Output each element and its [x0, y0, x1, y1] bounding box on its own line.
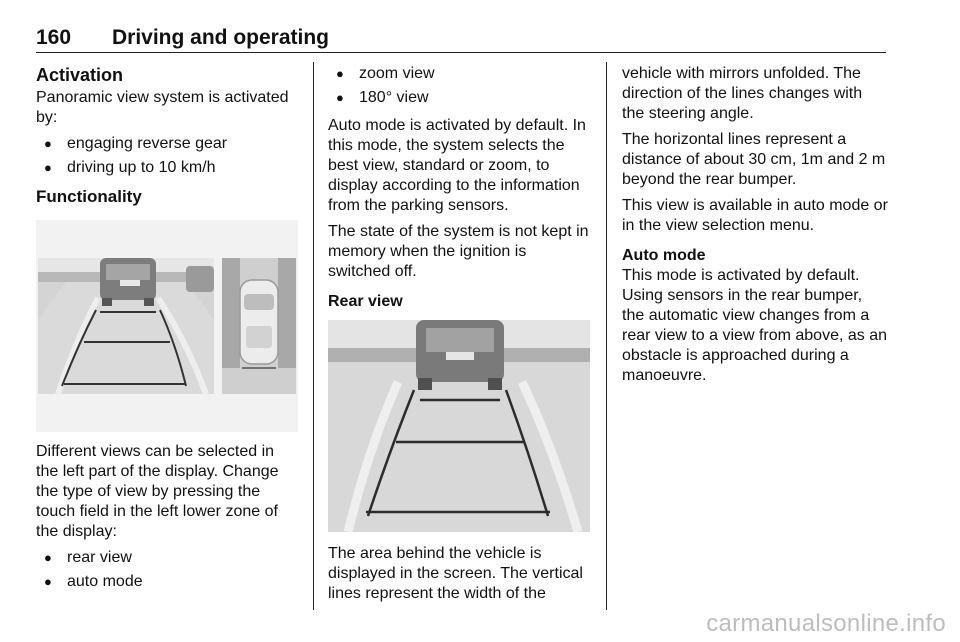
view-list — [36, 548, 300, 592]
activation-intro: Panoramic view system is activated by: — [36, 89, 289, 126]
memory-paragraph: The state of the system is not kept in memory when the ignition is switched off. — [328, 223, 589, 280]
list-item: ● zoom view — [328, 64, 592, 84]
auto-mode-description: This mode is activated by default. Using sensors in the rear bumper, the automatic view changes from a rear view to a view from above, as an obstacle is approached during a manoeuvre. — [622, 267, 888, 384]
page-header — [36, 26, 886, 53]
column-3 — [622, 64, 888, 392]
column-1 — [36, 64, 300, 600]
list-item: ● rear view — [36, 548, 300, 568]
section-heading-rear-view: Rear view — [328, 293, 403, 310]
watermark: carmanualsonline.info — [706, 610, 946, 637]
list-item: ● 180° view — [328, 88, 592, 108]
activation-list — [36, 134, 300, 178]
page-number: 160 — [36, 26, 72, 49]
rear-view-illustration — [328, 320, 590, 532]
list-item: ● driving up to 10 km/h — [36, 158, 300, 178]
section-heading-auto-mode: Auto mode — [622, 247, 706, 264]
rear-view-paragraph: The area behind the vehicle is displayed in the screen. The vertical lines represent the width of the — [328, 545, 583, 602]
views-paragraph: Different views can be selected in the left part of the display. Change the type of view by pressing the touch field in the left lower zone of the display: — [36, 443, 279, 540]
list-item: ● auto mode — [36, 572, 300, 592]
column-2 — [328, 64, 592, 610]
view-list-continued — [328, 64, 592, 108]
section-heading-activation: Activation — [36, 65, 124, 85]
availability-paragraph: This view is available in auto mode or in the view selection menu. — [622, 197, 888, 234]
section-heading-functionality: Functionality — [36, 187, 142, 206]
horizontal-lines-paragraph: The horizontal lines represent a distance of about 30 cm, 1m and 2 m beyond the rear bumper. — [622, 131, 886, 188]
column-divider — [313, 62, 314, 610]
mirrors-paragraph: vehicle with mirrors unfolded. The direction of the lines changes with the steering angle. — [622, 65, 863, 122]
display-illustration — [36, 220, 298, 432]
column-divider — [606, 62, 607, 610]
rear-camera-view — [38, 258, 214, 394]
chapter-title: Driving and operating — [112, 26, 330, 49]
auto-mode-paragraph: Auto mode is activated by default. In this mode, the system selects the best view, standard or zoom, to display according to the information from the parking sensors. — [328, 117, 586, 214]
top-down-view — [222, 258, 296, 394]
list-item: ● engaging reverse gear — [36, 134, 300, 154]
